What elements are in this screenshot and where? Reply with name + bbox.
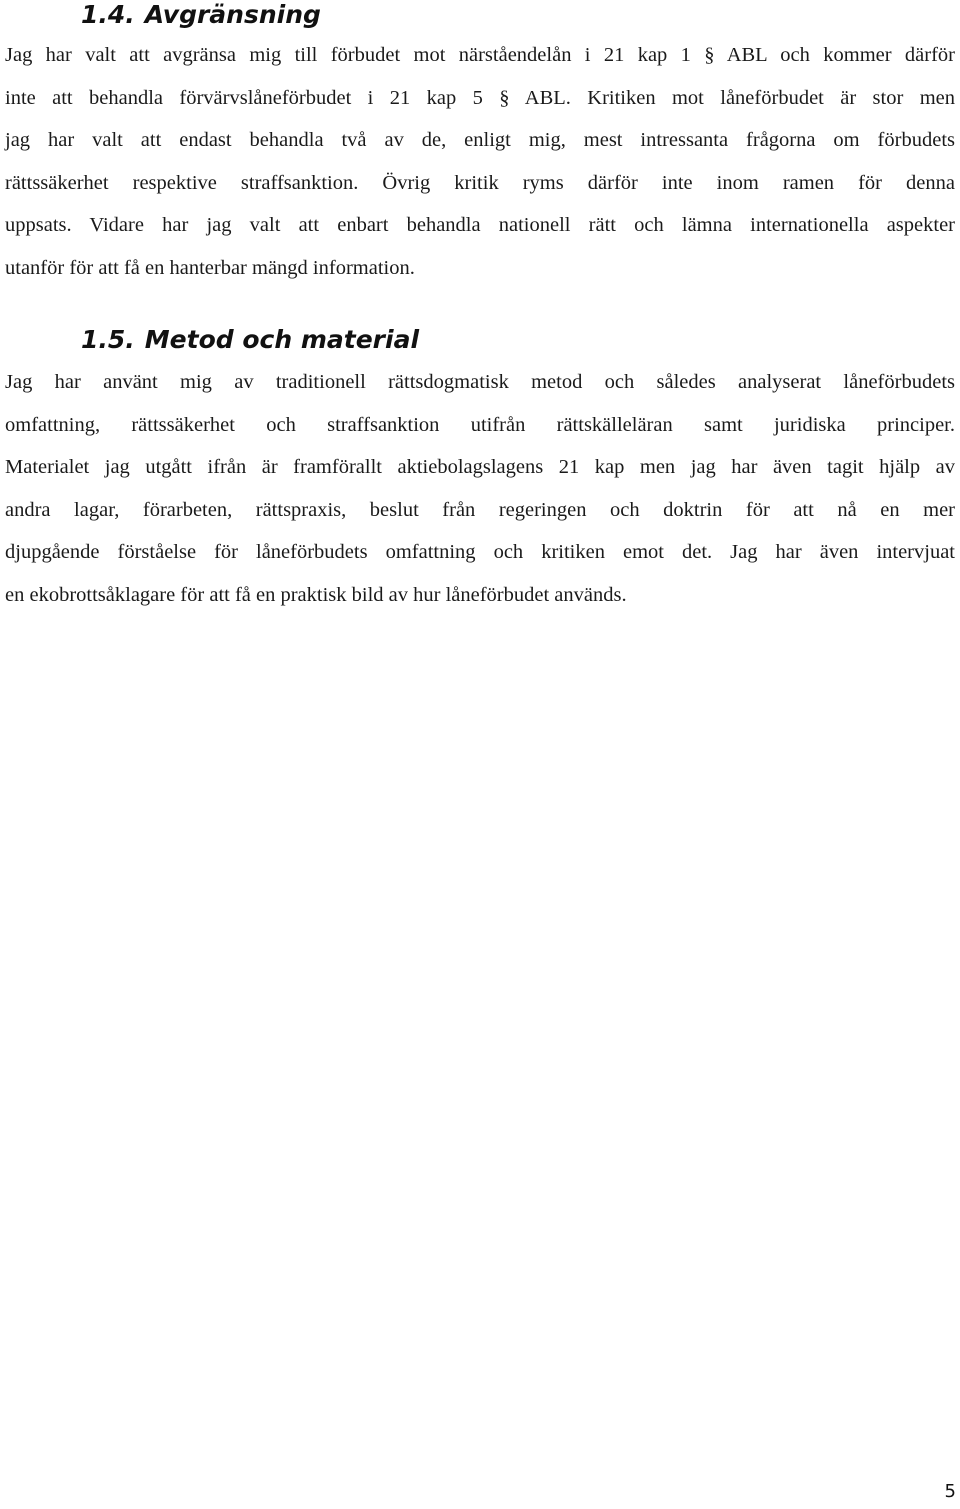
- text-line: rättssäkerhet respektive straffsanktion. Övrig kritik ryms därför inte inom ramen för denna: [5, 171, 955, 194]
- text-line: Materialet jag utgått ifrån är framförallt aktiebolagslagens 21 kap men jag har även tagit hjälp av: [5, 456, 955, 479]
- page-number: 5: [944, 1481, 956, 1502]
- text-line: Jag har använt mig av traditionell rättsdogmatisk metod och således analyserat låneförbudets: [5, 371, 955, 393]
- section-heading-metod-och-material: [81, 325, 419, 355]
- section-title: Avgränsning: [144, 0, 321, 29]
- text-line: utanför för att få en hanterbar mängd information.: [5, 256, 415, 279]
- text-line: omfattning, rättssäkerhet och straffsanktion utifrån rättskälleläran samt juridiska principer.: [5, 413, 955, 436]
- section-heading-avgransning: [81, 0, 321, 30]
- text-line: uppsats. Vidare har jag valt att enbart behandla nationell rätt och lämna internationella aspekter: [5, 214, 955, 237]
- paragraph-metod-och-material: [5, 361, 955, 617]
- text-line: en ekobrottsåklagare för att få en praktisk bild av hur låneförbudet används.: [5, 583, 627, 606]
- text-line: Jag har valt att avgränsa mig till förbudet mot närståendelån i 21 kap 1 § ABL och kommer därför: [5, 44, 955, 66]
- section-title: Metod och material: [144, 325, 420, 354]
- section-number: 1.4.: [81, 0, 135, 29]
- text-line: jag har valt att endast behandla två av de, enligt mig, mest intressanta frågorna om förbudets: [5, 129, 955, 152]
- text-line: andra lagar, förarbeten, rättspraxis, beslut från regeringen och doktrin för att nå en mer: [5, 498, 955, 521]
- section-number: 1.5.: [81, 325, 135, 354]
- text-line: djupgående förståelse för låneförbudets omfattning och kritiken emot det. Jag har även intervjuat: [5, 541, 955, 564]
- paragraph-avgransning: [5, 34, 955, 290]
- text-line: inte att behandla förvärvslåneförbudet i 21 kap 5 § ABL. Kritiken mot låneförbudet är stor men: [5, 86, 955, 109]
